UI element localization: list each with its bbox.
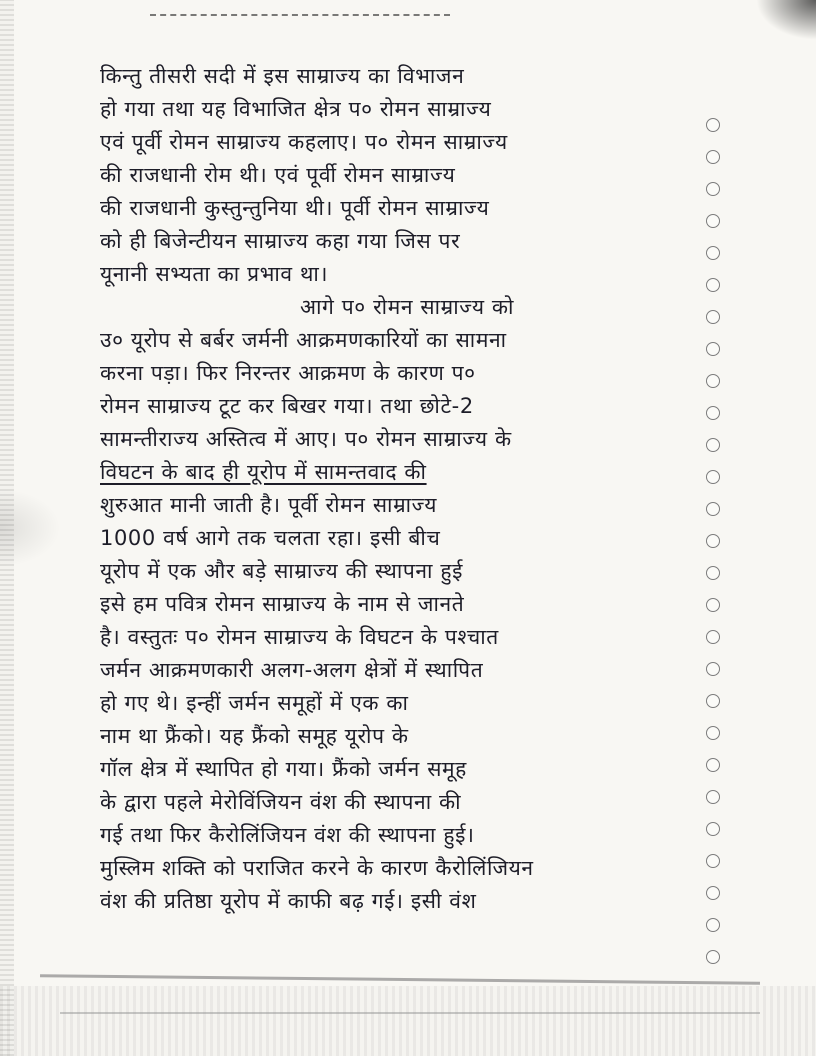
text-line: है। वस्तुतः प० रोमन साम्राज्य के विघटन के पश्चात <box>100 625 499 649</box>
top-dash-marks <box>150 14 450 26</box>
binder-hole <box>706 918 720 932</box>
binder-hole <box>706 598 720 612</box>
binder-hole <box>706 150 720 164</box>
text-line: यूरोप में एक और बड़े साम्राज्य की स्थापना हुई <box>100 559 464 583</box>
text-line: यूनानी सभ्यता का प्रभाव था। <box>100 262 329 286</box>
binder-hole <box>706 278 720 292</box>
binder-hole <box>706 310 720 324</box>
text-line: हो गए थे। इन्हीं जर्मन समूहों में एक का <box>100 691 409 715</box>
binder-hole <box>706 726 720 740</box>
binder-hole <box>706 854 720 868</box>
binder-hole <box>706 438 720 452</box>
binder-hole <box>706 950 720 964</box>
paragraph-start-line: आगे प० रोमन साम्राज्य को <box>300 295 515 319</box>
binder-hole <box>706 790 720 804</box>
binder-hole <box>706 630 720 644</box>
text-line: 1000 वर्ष आगे तक चलता रहा। इसी बीच <box>100 526 441 550</box>
binder-hole <box>706 342 720 356</box>
page-edge-line <box>40 974 760 985</box>
text-line: एवं पूर्वी रोमन साम्राज्य कहलाए। प० रोमन साम्राज्य <box>100 130 508 154</box>
text-line: इसे हम पवित्र रोमन साम्राज्य के नाम से जानते <box>100 592 465 616</box>
text-line: सामन्तीराज्य अस्तित्व में आए। प० रोमन साम्राज्य के <box>100 427 512 451</box>
handwritten-text-block <box>100 60 700 918</box>
underlined-text-line: विघटन के बाद ही यूरोप में सामन्तवाद की <box>100 460 427 484</box>
binder-holes <box>706 118 726 978</box>
binder-hole <box>706 662 720 676</box>
text-line: गई तथा फिर कैरोलिंजियन वंश की स्थापना हुई। <box>100 823 475 847</box>
binder-hole <box>706 886 720 900</box>
scan-corner-shadow <box>756 0 816 40</box>
binder-hole <box>706 470 720 484</box>
scan-edge-shadow <box>0 0 14 1056</box>
text-line: गॉल क्षेत्र में स्थापित हो गया। फ्रैंको जर्मन समूह <box>100 757 467 781</box>
binder-hole <box>706 758 720 772</box>
binder-hole <box>706 118 720 132</box>
page-edge-line-lower <box>60 1012 760 1014</box>
binder-hole <box>706 566 720 580</box>
text-line: की राजधानी रोम थी। एवं पूर्वी रोमन साम्राज्य <box>100 163 456 187</box>
binder-hole <box>706 534 720 548</box>
text-line: के द्वारा पहले मेरोविंजियन वंश की स्थापना की <box>100 790 462 814</box>
binder-hole <box>706 406 720 420</box>
text-line: उ० यूरोप से बर्बर जर्मनी आक्रमणकारियों का सामना <box>100 328 507 352</box>
text-line: वंश की प्रतिष्ठा यूरोप में काफी बढ़ गई। इसी वंश <box>100 889 477 913</box>
text-line: जर्मन आक्रमणकारी अलग-अलग क्षेत्रों में स्थापित <box>100 658 484 682</box>
binder-hole <box>706 374 720 388</box>
text-line: शुरुआत मानी जाती है। पूर्वी रोमन साम्राज्य <box>100 493 438 517</box>
text-line: किन्तु तीसरी सदी में इस साम्राज्य का विभाजन <box>100 64 465 88</box>
binder-hole <box>706 182 720 196</box>
text-line: नाम था फ्रैंको। यह फ्रैंको समूह यूरोप के <box>100 724 409 748</box>
text-line: रोमन साम्राज्य टूट कर बिखर गया। तथा छोटे-2 <box>100 394 474 418</box>
text-line: मुस्लिम शक्ति को पराजित करने के कारण कैरोलिंजियन <box>100 856 534 880</box>
text-line: की राजधानी कुस्तुन्तुनिया थी। पूर्वी रोमन साम्राज्य <box>100 196 490 220</box>
scan-bottom-texture <box>0 986 816 1056</box>
binder-hole <box>706 214 720 228</box>
binder-hole <box>706 822 720 836</box>
text-line: को ही बिजेन्टीयन साम्राज्य कहा गया जिस पर <box>100 229 461 253</box>
binder-hole <box>706 502 720 516</box>
text-line: करना पड़ा। फिर निरन्तर आक्रमण के कारण प० <box>100 361 476 385</box>
text-line: हो गया तथा यह विभाजित क्षेत्र प० रोमन साम्राज्य <box>100 97 492 121</box>
binder-hole <box>706 694 720 708</box>
binder-hole <box>706 246 720 260</box>
